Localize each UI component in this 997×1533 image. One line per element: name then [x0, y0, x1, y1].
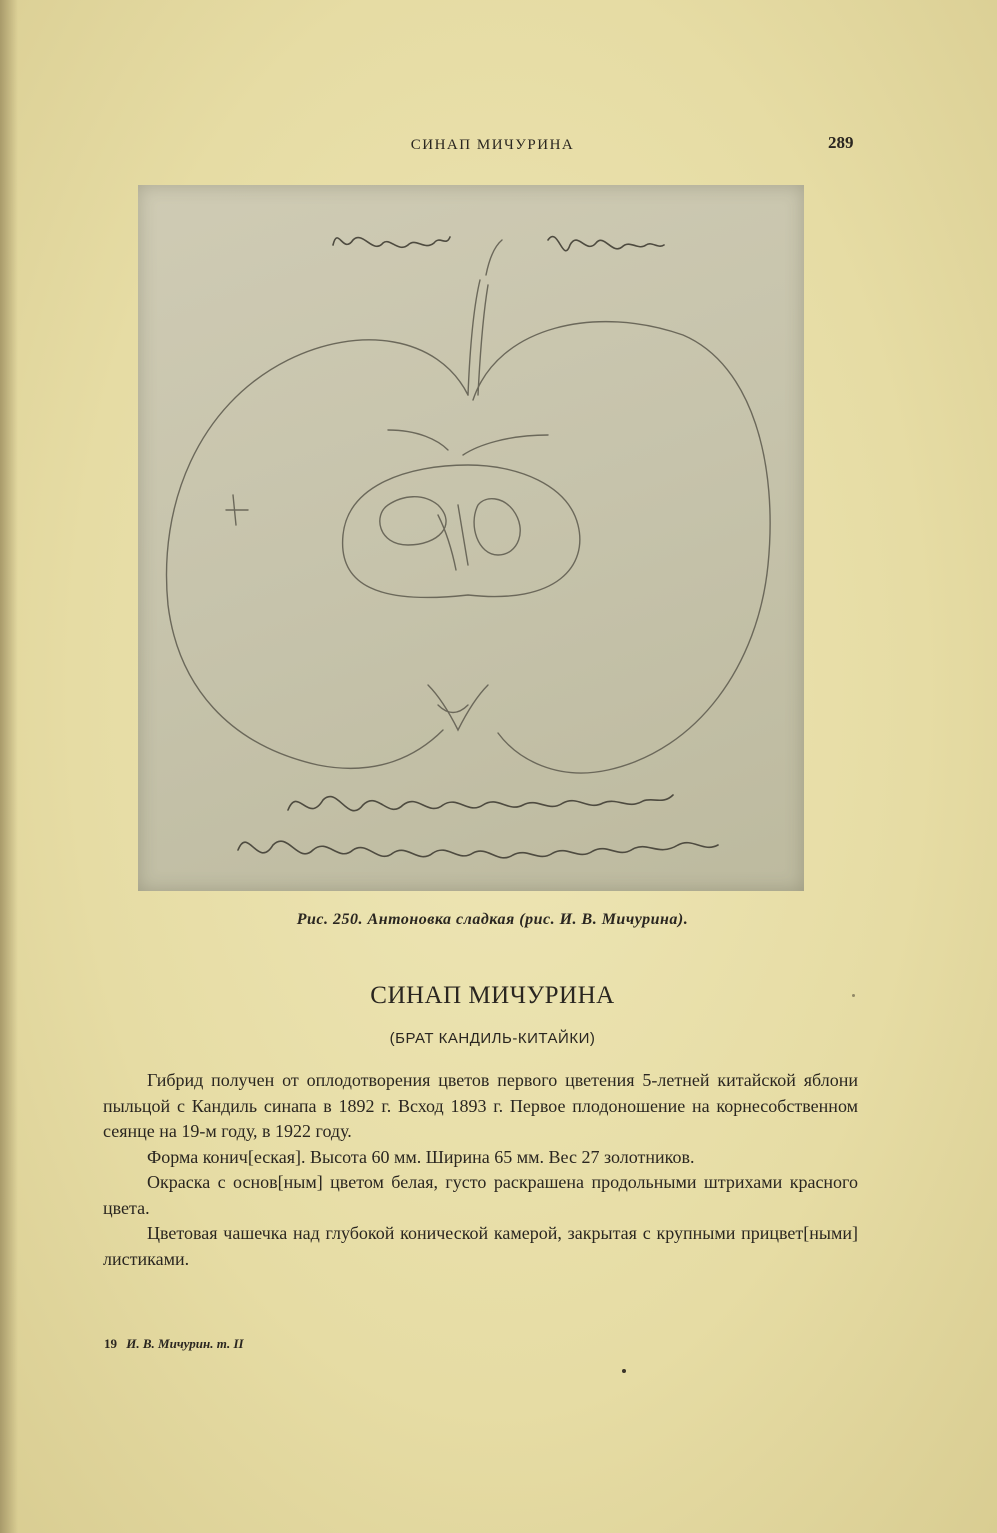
apple-outline-right — [473, 322, 770, 773]
paragraph-color: Окраска с основ[ным] цветом белая, густо раскрашена продольными штрихами красного цвета. — [103, 1172, 858, 1218]
handwriting-bottom-line-1 — [288, 795, 673, 811]
apple-stem — [468, 280, 480, 395]
section-title: СИНАП МИЧУРИНА — [370, 982, 615, 1009]
apple-drawing-figure — [138, 185, 804, 891]
section-subtitle: (БРАТ КАНДИЛЬ-КИТАЙКИ) — [389, 1030, 596, 1047]
apple-core-outline — [343, 465, 580, 598]
seed-chamber-right — [474, 499, 520, 555]
apple-calyx — [428, 685, 488, 730]
handwriting-top-right — [548, 237, 664, 251]
paragraph-origin: Гибрид получен от оплодотворения цветов первого цветения 5-летней китайской яблони пыльцой с Кандиль синапа в 1892 г. Всход 1893 г. Первое плодоношение на корнесобственном сеянце на 19-м году, в 1922 году. — [103, 1070, 858, 1141]
printer-signature — [104, 1336, 244, 1352]
signature-number: 19 — [104, 1336, 117, 1351]
handwriting-bottom-line-2 — [238, 841, 718, 858]
apple-outline-left — [167, 340, 469, 769]
paragraph-form: Форма конич[еская]. Высота 60 мм. Ширина 65 мм. Вес 27 золотников. — [147, 1146, 695, 1167]
running-head: СИНАП МИЧУРИНА — [410, 137, 575, 153]
ink-speck — [622, 1369, 626, 1373]
figure-caption: Рис. 250. Антоновка сладкая (рис. И. В. Мичурина). — [296, 911, 689, 928]
signature-text: И. В. Мичурин. т. II — [126, 1336, 244, 1351]
body-text — [103, 1068, 858, 1272]
apple-cross-section-sketch — [138, 185, 804, 891]
ink-speck — [852, 994, 855, 997]
paragraph-calyx: Цветовая чашечка над глубокой конической камерой, закрытая с крупными прицвет[ными] листиками. — [103, 1223, 858, 1269]
page-edge-shadow — [0, 0, 18, 1533]
seed-chamber-left — [380, 497, 446, 545]
page-number: 289 — [828, 133, 854, 152]
handwriting-top-left — [333, 237, 450, 247]
